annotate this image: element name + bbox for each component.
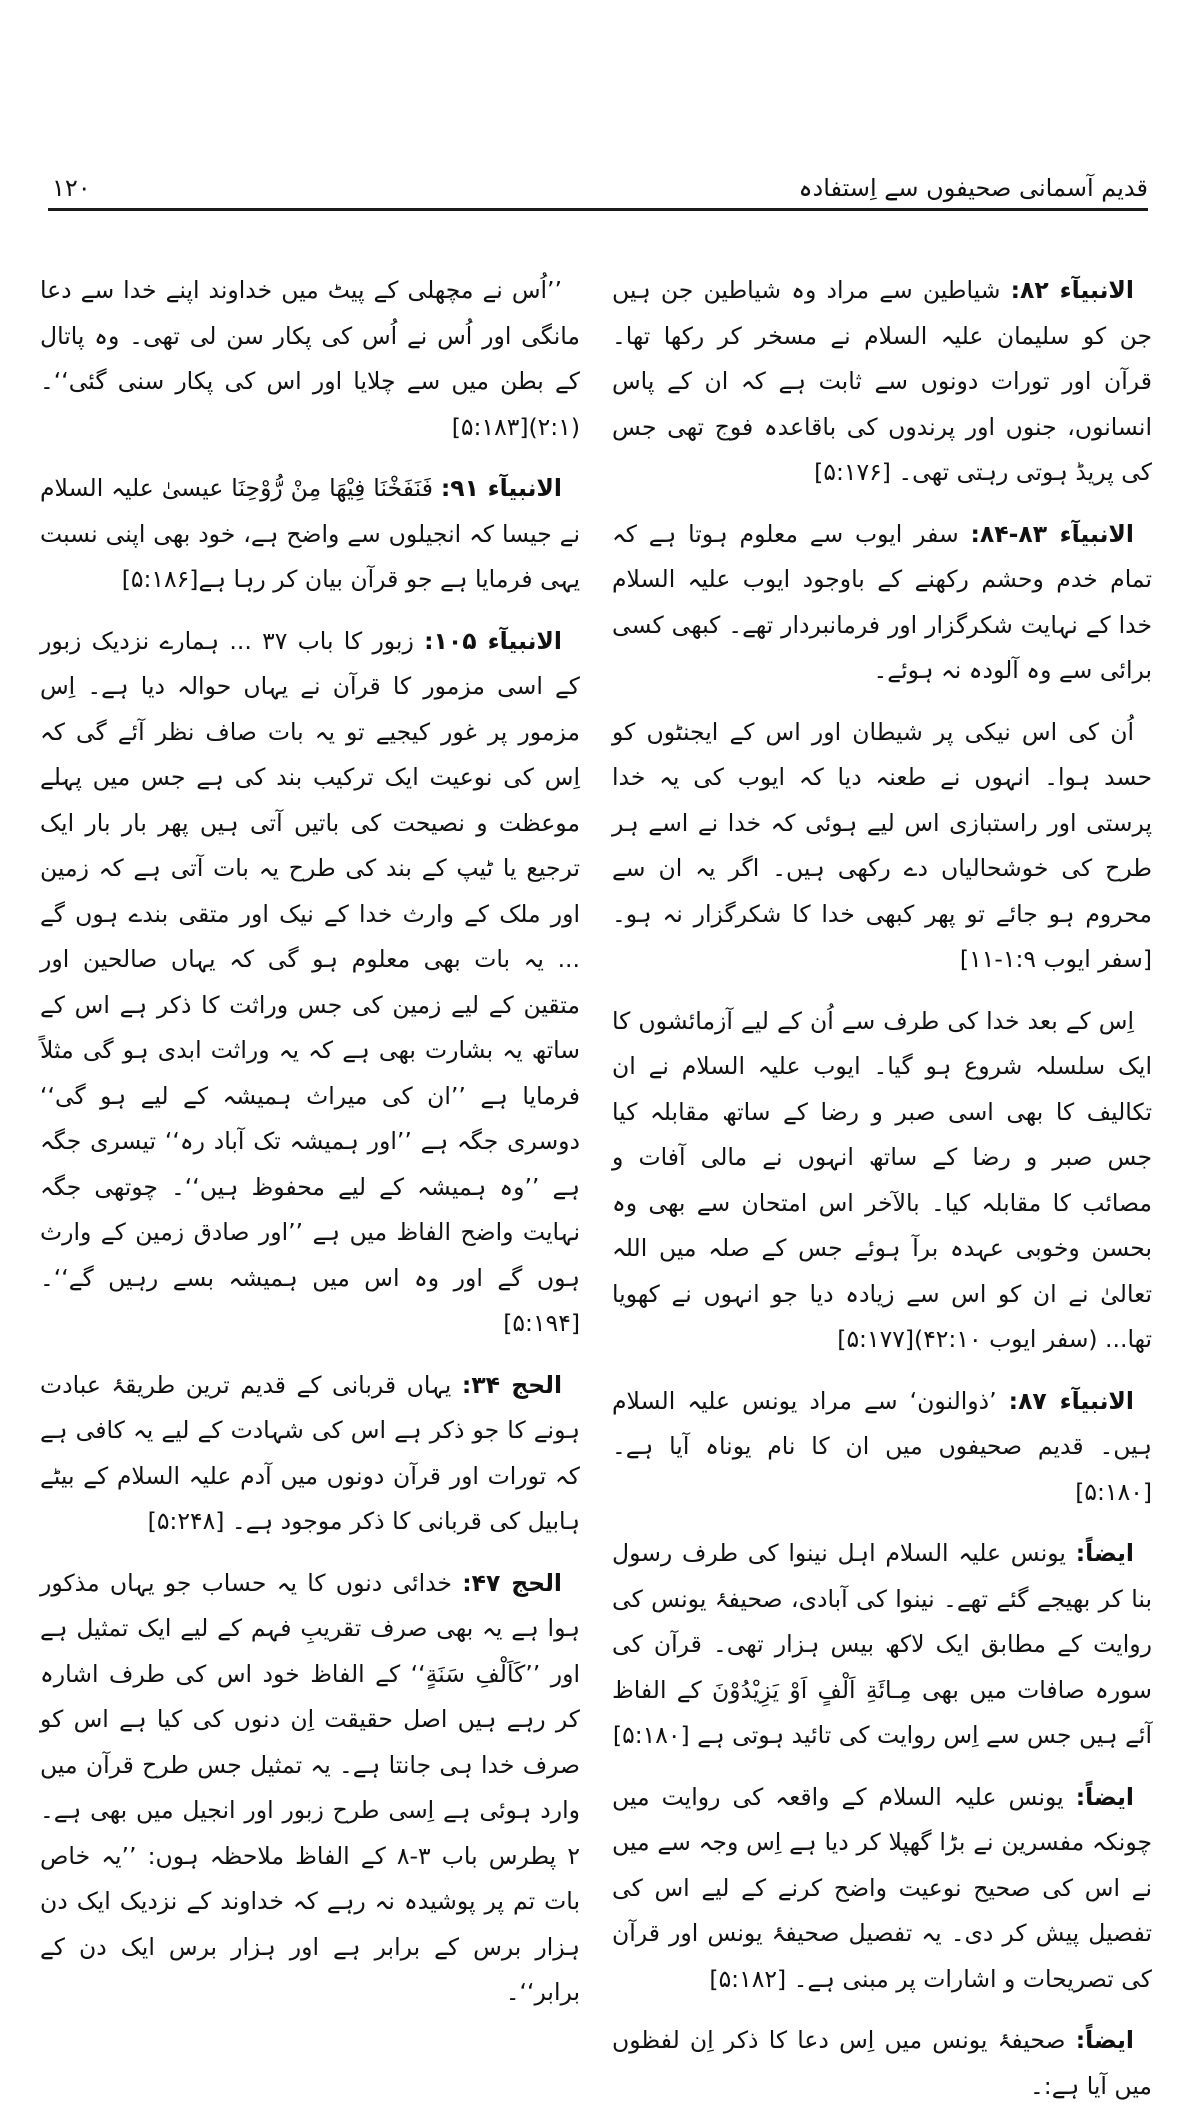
- paragraph-text: صحیفۂ یونس میں اِس دعا کا ذکر اِن لفظوں میں آیا ہے:۔: [612, 2026, 1152, 2100]
- verse-reference: الانبیآء ۸۷:: [1008, 1386, 1134, 1415]
- paragraph-anbiya-91: [40, 466, 580, 603]
- paragraph-hajj-47: [40, 1561, 580, 2016]
- paragraph-anbiya-87: [612, 1379, 1152, 1516]
- paragraph-hajj-34: [40, 1363, 580, 1545]
- verse-reference: الانبیآء ۸۳-۸۴:: [970, 519, 1134, 548]
- paragraph-yunus-prayer-quote: [40, 268, 580, 450]
- paragraph-aidan-3: [612, 2018, 1152, 2109]
- citation: [۵:۲۴۸]: [147, 1507, 225, 1535]
- verse-reference: ایضاً:: [1075, 1539, 1134, 1567]
- two-column-body: [40, 268, 1152, 2125]
- paragraph-text: یونس علیہ السلام اہل نینوا کی طرف رسول بنا کر بھیجے گئے تھے۔ نینوا کی آبادی، صحیفۂ یونس کی روایت کے مطابق ایک لاکھ بیس ہزار تھی۔ قرآن کی سورہ صافات میں بھی مِـائَةِ اَلْفٍ اَوْ يَزِيْدُوْنَ کے الفاظ آئے ہیں جس سے اِس روایت کی تائید ہوتی ہے: [612, 1539, 1152, 1749]
- paragraph-satan-envy: [612, 710, 1152, 983]
- verse-reference: الحج ۳۴:: [461, 1370, 562, 1399]
- running-title: قدیم آسمانی صحیفوں سے اِستفادہ: [798, 174, 1148, 202]
- paragraph-text: زبور کا باب ۳۷ ... ہمارے نزدیک زبور کے اسی مزمور کا قرآن نے یہاں حوالہ دیا ہے۔ اِس مزمور پر غور کیجیے تو یہ بات صاف نظر آئے گی کہ اِس کی نوعیت ایک ترکیب بند کی ہے جس میں پہلے موعظت و نصیحت کی باتیں آتی ہیں پھر بار بار ایک ترجیع یا ٹیپ کے بند کی طرح یہ بات آتی ہے کہ زمین اور ملک کے وارث خدا کے نیک اور متقی بندے ہوں گے ... یہ بات بھی معلوم ہو گی کہ یہاں صالحین اور متقین کے لیے زمین کی جس وراثت کا ذکر ہے اس کے ساتھ یہ بشارت بھی ہے کہ یہ وراثت ابدی ہو گی مثلاً فرمایا ہے ’’ان کی میراث ہمیشہ کے لیے ہو گی‘‘ دوسری جگہ ہے ’’اور ہمیشہ تک آباد رہ‘‘ تیسری جگہ ہے ’’وہ ہمیشہ کے لیے محفوظ ہیں‘‘۔ چوتھی جگہ نہایت واضح الفاظ میں ہے ’’اور صادق زمین کے وارث ہوں گے اور وہ اس میں ہمیشہ بسے رہیں گے‘‘۔: [40, 626, 580, 1292]
- page-number: ١٢٠: [52, 174, 91, 202]
- page-header: [48, 160, 1148, 211]
- verse-reference: الانبیآء ۹۱:: [440, 474, 562, 502]
- paragraph-text: سفر ایوب سے معلوم ہوتا ہے کہ تمام خدم وحشم رکھنے کے باوجود ایوب علیہ السلام خدا کے نہایت شکرگزار اور فرمانبردار تھے۔ کبھی کسی برائی سے وہ آلودہ نہ ہوئے۔: [612, 519, 1152, 684]
- paragraph-text: ’’اُس نے مچھلی کے پیٹ میں خداوند اپنے خدا سے دعا مانگی اور اُس نے اُس کی پکار سن لی تھی۔ وہ پاتال کے بطن میں سے چلایا اور اس کی پکار سنی گئی‘‘۔ (۲:۱): [40, 276, 580, 441]
- verse-reference: ایضاً:: [1075, 2026, 1134, 2054]
- paragraph-anbiya-83-84: [612, 512, 1152, 694]
- paragraph-aidan-2: [612, 1775, 1152, 2003]
- paragraph-text: ’ذوالنون‘ سے مراد یونس علیہ السلام ہیں۔ قدیم صحیفوں میں ان کا نام یوناہ آیا ہے۔: [612, 1386, 1152, 1460]
- citation: [۵:۱۹۴]: [503, 1309, 580, 1337]
- paragraph-text: فَنَفَخْنَا فِيْهَا مِنْ رُّوْحِنَا عیسیٰ علیہ السلام نے جیسا کہ انجیلوں سے واضح ہے، خود بھی اپنی نسبت یہی فرمایا ہے جو قرآن بیان کر رہا ہے: [40, 474, 580, 593]
- verse-reference: الانبیآء ۸۲:: [1010, 276, 1134, 304]
- paragraph-anbiya-105: [40, 619, 580, 1347]
- paragraph-trials: [612, 999, 1152, 1363]
- paragraph-text: یونس علیہ السلام کے واقعہ کی روایت میں چونکہ مفسرین نے بڑا گھپلا کر دیا ہے اِس وجہ سے میں نے اس کی صحیح نوعیت واضح کرنے کے لیے اس کی تفصیل پیش کر دی۔ یہ تفصیل صحیفۂ یونس اور قرآن کی تصریحات و اشارات پر مبنی ہے۔: [612, 1782, 1152, 1993]
- paragraph-text: اِس کے بعد خدا کی طرف سے اُن کے لیے آزمائشوں کا ایک سلسلہ شروع ہو گیا۔ ایوب علیہ السلام نے ان تکالیف کا بھی اسی صبر و رضا کے ساتھ مقابلہ کیا جس صبر و رضا کے ساتھ انہوں نے مالی آفات و مصائب کا مقابلہ کیا۔ بالآخر اس امتحان سے بھی وہ بحسن وخوبی عہدہ برآ ہوئے جس کے صلہ میں اللہ تعالیٰ نے ان کو اس سے زیادہ دیا جو انہوں نے کھویا تھا... (سفر ایوب ۴۲:۱۰): [612, 1006, 1152, 1353]
- paragraph-text: خدائی دنوں کا یہ حساب جو یہاں مذکور ہوا ہے یہ بھی صرف تقریبِ فہم کے لیے ایک تمثیل ہے اور ’’کَاَلْفِ سَنَةٍ‘‘ کے الفاظ خود اس کی طرف اشارہ کر رہے ہیں اصل حقیقت اِن دنوں کی کیا ہے اس کو صرف خدا ہی جانتا ہے۔ یہ تمثیل جس طرح قرآن میں وارد ہوئی ہے اِسی طرح زبور اور انجیل میں بھی ہے۔ ۲ پطرس باب ۳-۸ کے الفاظ ملاحظہ ہوں: ’’یہ خاص بات تم پر پوشیدہ نہ رہے کہ خداوند کے نزدیک ایک دن ہزار برس کے برابر ہے اور ہزار برس ایک دن کے برابر‘‘۔: [40, 1568, 580, 2006]
- citation: [۵:۱۸۶]: [121, 565, 199, 593]
- paragraph-anbiya-82: [612, 268, 1152, 496]
- citation: [۵:۱۸۲]: [709, 1964, 787, 1993]
- right-column: [612, 268, 1152, 2125]
- citation: [۵:۱۸۰]: [1075, 1477, 1152, 1506]
- paragraph-text: شیاطین سے مراد وہ شیاطین جن ہیں جن کو سلیمان علیہ السلام نے مسخر کر رکھا تھا۔ قرآن اور تورات دونوں سے ثابت ہے کہ ان کے پاس انسانوں، جنوں اور پرندوں کی باقاعدہ فوج تھی جس کی پریڈ ہوتی رہتی تھی۔: [612, 276, 1152, 486]
- citation: [۵:۱۷۶]: [814, 458, 891, 486]
- verse-reference: الحج ۴۷:: [462, 1568, 562, 1597]
- citation: [سفر ایوب ۱:۹-۱۱]: [959, 945, 1152, 973]
- verse-reference: الانبیآء ۱۰۵:: [424, 626, 562, 655]
- left-column: [40, 268, 580, 2125]
- paragraph-text: یہاں قربانی کے قدیم ترین طریقۂ عبادت ہونے کا جو ذکر ہے اس کی شہادت کے لیے یہ کافی ہے کہ تورات اور قرآن دونوں میں آدم علیہ السلام کے بیٹے ہابیل کی قربانی کا ذکر موجود ہے۔: [40, 1370, 580, 1535]
- verse-reference: ایضاً:: [1075, 1782, 1134, 1811]
- citation: [۵:۱۷۷]: [837, 1325, 915, 1353]
- citation: [۵:۱۸۳]: [451, 412, 529, 441]
- citation: [۵:۱۸۰]: [612, 1721, 690, 1749]
- paragraph-aidan-1: [612, 1531, 1152, 1759]
- paragraph-text: اُن کی اس نیکی پر شیطان اور اس کے ایجنٹوں کو حسد ہوا۔ انہوں نے طعنہ دیا کہ ایوب کی یہ خدا پرستی اور راستبازی اس لیے ہوئی کہ خدا نے اسے ہر طرح کی خوشحالیاں دے رکھی ہیں۔ اگر یہ ان سے محروم ہو جائے تو پھر کبھی خدا کا شکرگزار نہ ہو۔: [612, 717, 1152, 928]
